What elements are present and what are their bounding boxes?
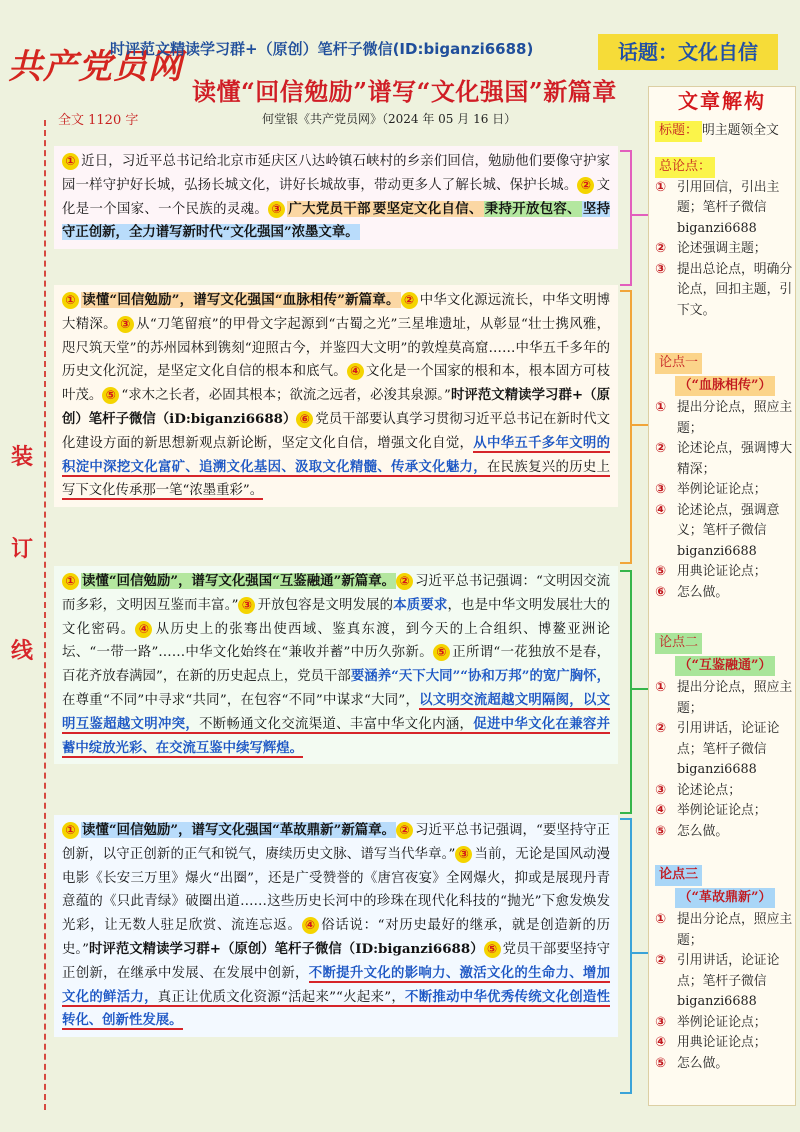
p1-sentence-1: 近日，习近平总书记给北京市延庆区八达岭镇石峡村的乡亲们回信，勉励他们要像守护家园一样守护好长城，弘扬长城文化，讲好长城故事，带动更多人了解长城、保护长城。 — [62, 154, 610, 193]
p3-sentence-5c: 在尊重“不同”中寻求“共同”，在包容“不同”中谋求“大同”， — [62, 692, 420, 708]
item-text: 用典论证论点； — [677, 1035, 767, 1050]
site-logo: 共产党员网 — [8, 47, 183, 87]
point-2-item — [655, 801, 795, 822]
item-num: ⑤ — [655, 1055, 667, 1071]
point-3-item — [655, 1033, 795, 1054]
num-2: ② — [401, 292, 418, 309]
num-1: ① — [62, 573, 79, 590]
p2-claim: 读懂“回信勉励”，谱写文化强国“血脉相传”新篇章。 — [82, 292, 400, 308]
p3-sentence-5f: 促进中华文化在兼容并蓄中绽放光彩、在交流互鉴中续写辉煌。 — [62, 715, 611, 756]
item-text: 举例论证论点； — [677, 1014, 767, 1030]
item-text: 举例论证论点； — [677, 482, 767, 497]
word-count: 全文 1120 字 — [58, 113, 139, 128]
binding-char-2: 订 — [10, 536, 33, 562]
p4-sentence-5b: 不断提升文化的影响力、激活文化的生命力、增加文化的鲜活力， — [62, 964, 611, 1005]
p1-subject: 广大党员干部 — [288, 200, 371, 217]
num-5: ⑤ — [433, 644, 450, 661]
bracket-point-3 — [620, 818, 632, 1094]
point-1-sub: （“血脉相传”） — [675, 376, 776, 397]
p3-sentence-3b: 本质要求 — [393, 596, 448, 613]
item-text: 论述强调主题； — [677, 241, 767, 256]
general-badge: 总论点： — [655, 157, 715, 178]
item-text: 怎么做。 — [677, 823, 729, 839]
item-num: ① — [655, 400, 667, 415]
p4-sentence-5d: 不断推动中华优秀传统文化创造性转化、创新性发展。 — [62, 988, 611, 1029]
p3-sentence-4: 从历史上的张骞出使西域、鉴真东渡，到今天的上合组织、博鳌亚洲论坛、“一带一路”……中华文化始终在“兼收并蓄”中历久弥新。 — [62, 621, 611, 661]
bracket-point-2 — [620, 570, 632, 814]
p2-sentence-6a: 党员干部要认真学习贯彻习近平总书记在新时代文化建设方面的新思想新观点新论断，坚定文化自信，增强文化自觉， — [62, 411, 611, 451]
point-3-item — [655, 951, 795, 1013]
item-text: 引用讲话，论证论点；笔杆子微信 biganzi6688 — [677, 721, 780, 777]
p3-sentence-2: 习近平总书记强调：“文明因交流而多彩，文明因互鉴而丰富。” — [62, 574, 610, 613]
item-num: ② — [655, 721, 667, 736]
point-2-item — [655, 822, 795, 843]
num-3: ③ — [268, 201, 285, 218]
num-2: ② — [577, 177, 594, 194]
paragraph-intro — [54, 146, 618, 249]
p2-sentence-4: 文化是一个国家的根和本，根本固方可枝叶茂。 — [62, 364, 611, 404]
p3-sentence-5b: 要涵养“天下大同”“协和万邦”的宽广胸怀， — [350, 668, 610, 685]
p3-sentence-3a: 开放包容是文明发展的 — [257, 597, 394, 613]
p2-sentence-6c: 在民族复兴的历史上写下文化传承那一笔“浓墨重彩”。 — [62, 459, 611, 499]
p1-point-2: 秉持开放包容、 — [484, 200, 581, 217]
item-num: ④ — [655, 1035, 667, 1050]
point-1-badge: 论点一 — [655, 353, 702, 374]
num-1: ① — [62, 822, 79, 839]
num-4: ④ — [302, 917, 319, 934]
num-3: ③ — [455, 846, 472, 863]
point-1-item — [655, 398, 795, 439]
num-2: ② — [396, 822, 413, 839]
p3-claim: 读懂“回信勉励”，谱写文化强国“互鉴融通”新篇章。 — [82, 573, 396, 589]
general-item — [655, 239, 795, 260]
structure-sidebar — [648, 86, 796, 1106]
num-2: ② — [396, 573, 413, 590]
sidebar-intro — [655, 121, 795, 142]
point-3-badge: 论点三 — [655, 865, 702, 886]
item-text: 举例论证论点； — [677, 803, 767, 818]
num-4: ④ — [347, 363, 364, 380]
point-2-item — [655, 678, 795, 719]
bracket-point-1 — [620, 290, 632, 564]
item-num: ① — [655, 179, 667, 195]
p4-sentence-4: 俗话说：“对历史最好的继承，就是创造新的历史。” — [62, 918, 610, 957]
point-1-item — [655, 583, 795, 604]
item-text: 提出总论点，明确分论点，回扣主题，引下文。 — [677, 261, 793, 318]
sidebar-title: 文章解构 — [678, 89, 766, 113]
item-num: ② — [655, 241, 667, 256]
point-1-item — [655, 562, 795, 583]
binding-dashed-line — [44, 120, 46, 1110]
item-num: ④ — [655, 803, 667, 818]
item-text: 论述论点，强调博大精深； — [677, 441, 793, 477]
p3-sentence-3c: ，也是中华文明发展壮大的文化密码。 — [62, 597, 611, 637]
p1-point-3: 坚持守正创新，全力谱写新时代“文化强国”浓墨文章。 — [62, 200, 611, 241]
item-num: ② — [655, 441, 667, 456]
item-text: 怎么做。 — [677, 1055, 729, 1071]
binding-char-1: 装 — [10, 444, 33, 470]
sidebar-general — [655, 157, 795, 321]
p2-sentence-5: “求木之长者，必固其根本；欲流之远者，必浚其泉源。” — [121, 388, 451, 404]
item-num: ③ — [655, 261, 667, 277]
item-text: 提出分论点，照应主题； — [677, 400, 793, 436]
item-num: ③ — [655, 782, 667, 798]
p3-sentence-5d: 以文明交流超越文明隔阂，以文明互鉴超越文明冲突， — [62, 691, 611, 732]
point-1-item — [655, 439, 795, 480]
article-title: 读懂“回信勉励”谱写“文化强国”新篇章 — [192, 77, 617, 106]
point-2-item — [655, 781, 795, 802]
sidebar-point-2 — [655, 633, 795, 842]
item-text: 引用讲话，论证论点；笔杆子微信 biganzi6688 — [677, 953, 780, 1009]
point-2-badge: 论点二 — [655, 633, 702, 654]
num-1: ① — [62, 153, 79, 170]
author-line: 何堂银《共产党员网》（2024 年 05 月 16 日） — [262, 112, 517, 126]
item-num: ① — [655, 912, 667, 927]
point-2-item — [655, 719, 795, 781]
p3-sentence-5a: 正所谓“一花独放不是春，百花齐放春满园”，在新的历史起点上，党员干部 — [62, 645, 610, 685]
sidebar-point-1 — [655, 353, 795, 603]
item-num: ① — [655, 680, 667, 695]
point-3-item — [655, 910, 795, 951]
point-3-item — [655, 1054, 795, 1075]
p4-claim: 读懂“回信勉励”，谱写文化强国“革故鼎新”新篇章。 — [82, 822, 396, 838]
p2-watermark: 时评范文精读学习群+（原创）笔杆子微信（iD:biganzi6688） — [62, 387, 610, 427]
item-text: 论述论点，强调意义；笔杆子微信 biganzi6688 — [677, 502, 780, 559]
p2-sentence-6b: 从中华五千多年文明的积淀中深挖文化富矿、追溯文化基因、汲取文化精髓、传承文化魅力， — [62, 434, 611, 475]
num-1: ① — [62, 292, 79, 309]
sidebar-point-3 — [655, 865, 795, 1074]
item-text: 怎么做。 — [677, 584, 729, 600]
item-num: ⑤ — [655, 564, 667, 579]
paragraph-point-1 — [54, 285, 618, 507]
p4-sentence-5a: 党员干部要坚持守正创新，在继承中发展、在发展中创新， — [62, 941, 610, 981]
p2-sentence-3: 从“刀笔留痕”的甲骨文字起源到“古蜀之光”三星堆遗址，从彰显“壮士携风雅，咫尺筑天堂”的苏州园林到镌刻“迎照古今，并鉴四大文明”的敦煌莫高窟……中华五千多年的历史文化沉淀，是坚定文化自信的根本和底气。 — [62, 316, 611, 380]
p3-sentence-5e: 不断畅通文化交流渠道、丰富中华文化内涵， — [199, 716, 474, 732]
item-num: ③ — [655, 482, 667, 497]
item-num: ③ — [655, 1014, 667, 1030]
num-4: ④ — [135, 621, 152, 638]
item-num: ② — [655, 953, 667, 968]
binding-char-3: 线 — [10, 638, 33, 664]
point-1-item — [655, 501, 795, 563]
item-num: ⑥ — [655, 584, 667, 600]
num-5: ⑤ — [484, 941, 501, 958]
p4-sentence-2: 习近平总书记强调，“要坚持守正创新，以守正创新的正气和锐气，赓续历史文脉、谱写当代华章。” — [62, 823, 610, 862]
p4-sentence-5c: 真正让优质文化资源“活起来”“火起来”， — [157, 989, 406, 1005]
item-num: ④ — [655, 502, 667, 518]
paragraph-point-2 — [54, 566, 618, 764]
p4-sentence-3: 当前，无论是国风动漫电影《长安三万里》爆火“出圈”，还是广受赞誉的《唐宫夜宴》全网爆火，抑或是展现丹青意蕴的《只此青绿》破圈出道……这些历史长河中的珍珠在现代化科技的“抛光”下愈发焕发光彩，让无数人驻足欣赏、流连忘返。 — [62, 846, 610, 934]
item-text: 提出分论点，照应主题； — [677, 680, 793, 716]
p1-point-1: 要坚定文化自信、 — [372, 200, 483, 217]
general-item — [655, 178, 795, 240]
num-6: ⑥ — [296, 411, 313, 428]
bracket-intro — [620, 150, 632, 286]
wechat-group-line: 时评范文精读学习群+（原创）笔杆子微信(ID:biganzi6688) — [110, 40, 534, 58]
p2-sentence-2: 中华文化源远流长，中华文明博大精深。 — [62, 293, 610, 332]
p4-watermark: 时评范文精读学习群+（原创）笔杆子微信（ID:biganzi6688） — [88, 940, 484, 957]
item-text: 论述论点； — [677, 782, 741, 798]
point-3-item — [655, 1013, 795, 1034]
item-text: 引用回信，引出主题；笔杆子微信 biganzi6688 — [677, 179, 780, 236]
item-text: 提出分论点，照应主题； — [677, 912, 793, 948]
paragraph-point-3 — [54, 815, 618, 1037]
intro-text: 明主题领全文 — [702, 123, 779, 138]
num-3: ③ — [238, 597, 255, 614]
intro-badge: 标题： — [655, 121, 702, 142]
topic-badge: 话题：文化自信 — [598, 34, 778, 70]
point-3-sub: （“革故鼎新”） — [675, 888, 776, 909]
point-1-item — [655, 480, 795, 501]
num-5: ⑤ — [102, 387, 119, 404]
item-num: ⑤ — [655, 823, 667, 839]
point-2-sub: （“互鉴融通”） — [675, 656, 776, 677]
item-text: 用典论证论点； — [677, 564, 767, 579]
general-item — [655, 260, 795, 322]
p1-sentence-2: 文化是一个国家、一个民族的灵魂。 — [62, 177, 611, 217]
num-3: ③ — [117, 316, 134, 333]
